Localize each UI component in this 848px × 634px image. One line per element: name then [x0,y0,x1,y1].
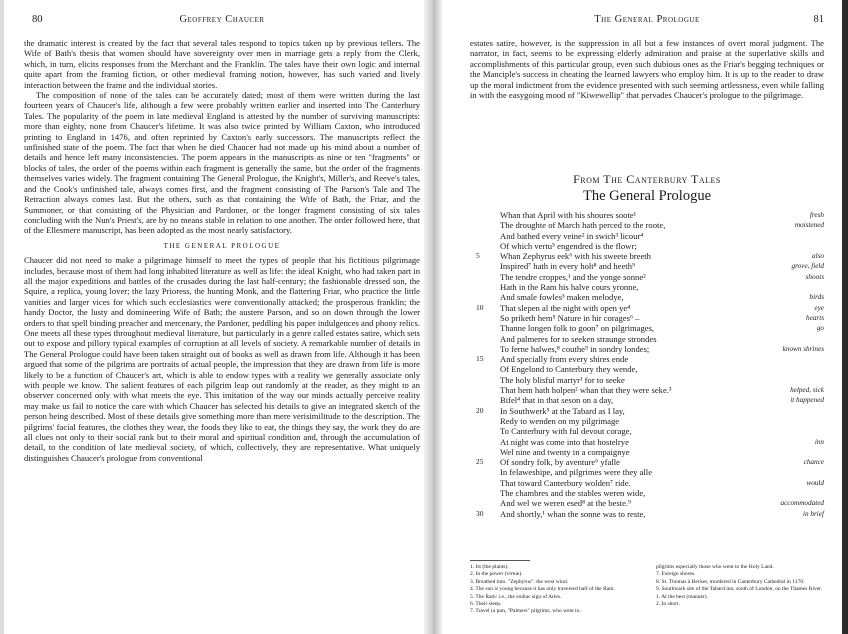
poem-line [470,272,824,282]
intro-paragraph: estates satire, however, is the suppression in all but a few instances of overt moral judgment. The narrator, in fact, seems to be expressing elderly admiration and praise at the superlative skills and accomplishments of this particular group, even such dubious ones as the Friar's begging techniques or the Manciple's success in cheating the learned lawyers who employ him. It is up to the reader to draw up the moral indictment from the evidence presented with such seeming artlessness, even while falling in with the easygoing mood of "Kiwewellip" that pervades Chaucer's prologue to the pilgrimage. [470,38,824,101]
verse-text: Hath in the Ram his halve cours yronne, [500,282,639,293]
poem-line [470,282,824,292]
paragraph: The composition of none of the tales can be accurately dated; most of them were written during the last fourteen years of Chaucer's life, although a few were probably written earlier and inserted into The Canterbury Tales. The popularity of the poem in late medieval England is attested by the number of surviving manuscripts: more than eighty, none from Chaucer's lifetime. It was also twice printed by William Caxton, who introduced printing to England in 1476, and often reprinted by Caxton's early successors. The manuscripts reflect the unfinished state of the poem. The fact that when he died Chaucer had not made up his mind about a number of details and hence left many inconsistencies. The poem appears in the manuscripts as nine or ten "fragments" or blocks of tales, the order of the poems within each fragment is generally the same, but the order of the fragments themselves varies widely. The fragment containing The General Prologue, the Knight's, Miller's, and Reeve's tales, and the Cook's unfinished tale, always comes first, and the fragment consisting of The Parson's Tale and The Retraction always comes last. But the others, such as that containing the Wife of Bath, the Friar, and the Summoner, or that consisting of the Physician and Pardoner, or the longer fragment consisting of six tales concluding with the Nun's Priest's, are by no means stable in relation to one another. The order followed here, that of the Ellesmere manuscript, has been adopted as the most nearly satisfactory. [24,90,420,236]
right-running-title: The General Prologue [594,14,700,25]
verse-text: The chambres and the stables weren wide, [500,488,646,499]
gloss: go [816,324,824,333]
poem-line [470,385,824,395]
paragraph: the dramatic interest is created by the fact that several tales respond to topics taken up by previous tellers. The Wife of Bath's thesis that women should have sovereignty over men in marriage gets a reply from the Clerk, which, in turn, elicits responses from the Merchant and the Franklin. The tales have their own logic and internal quite apart from the framing fiction, or other medieval framing notion, however, has such varied and lively interaction between the frame and the individual stories. [24,38,420,90]
gloss: inn [814,437,824,446]
verse-text: The tendre croppes,¹ and the yonge sonne² [500,271,646,282]
footnote: 7. Foreign shores. [656,571,696,578]
book-gutter [424,0,442,634]
verse-text: In felaweshipe, and pilgrimes were they alle [500,467,653,478]
footnote-rule [470,560,530,561]
poem-line [470,447,824,457]
footnote: 4. The sun is young because it has only traversed half of the Ram. [470,586,615,593]
footnote: 7. Travel (a pun, "Palmers" pilgrims, who went to. [470,608,581,615]
poem-line [470,313,824,323]
footnote: 2. In short. [656,601,680,608]
gloss: eye [814,303,824,312]
verse-text: Of sondry folk, by aventure⁶ yfalle [500,457,620,468]
poem-line [470,509,824,519]
left-page-number: 80 [32,14,43,25]
verse-text: And palmeres for to seeken straunge strondes [500,333,657,344]
footnote: 3. Breathed into. "Zephyrus": the west wind. [470,578,569,585]
footnote: 9. Southwark site of the Tabard inn, south of London, on the Thames River. [656,586,823,593]
poem-line [470,395,824,405]
gloss: hearts [806,313,824,322]
poem-line [470,220,824,230]
poem-line [470,478,824,488]
line-number: 10 [476,302,484,312]
verse-text: To Canterbury with ful devout corage, [500,426,632,437]
poem-line [470,457,824,467]
section-heading: THE GENERAL PROLOGUE [163,241,281,250]
page-edge-right [842,0,848,634]
work-source-heading: From The Canterbury Tales [573,172,721,186]
footnote: 6. Their sleep. [470,601,502,608]
left-body-text [24,38,420,463]
footnote: 8. St. Thomas à Becket, murdered in Canterbury Cathedral in 1170. [656,578,805,585]
poem-line [470,210,824,220]
verse-text: Wel nine and twenty in a compaignye [500,446,630,457]
line-number: 30 [476,508,484,518]
poem-verse-block [470,210,824,519]
poem-line [470,488,824,498]
verse-text: Redy to wenden on my pilgrimage [500,415,620,426]
verse-text: To ferne halwes,⁸ couthe⁹ in sondry londes; [500,343,650,354]
poem-line [470,498,824,508]
left-running-head [24,14,420,28]
poem-line [470,231,824,241]
line-number: 20 [476,405,484,415]
gloss: fresh [809,211,824,219]
verse-text: In Southwerk⁵ at the Tabard as I lay, [500,405,625,416]
poem-line [470,303,824,313]
line-number: 25 [476,457,484,467]
verse-text: Bifel⁴ that in that seson on a day, [500,395,614,406]
poem-line [470,426,824,436]
left-page [24,0,420,634]
gloss: chance [803,458,824,467]
gloss: would [806,478,824,487]
right-running-head [470,14,824,28]
verse-text: Of Engelond to Canterbury they wende, [500,364,638,375]
poem-line [470,261,824,271]
poem-line [470,241,824,251]
gloss: moistened [794,221,824,230]
page-edge-left [0,0,4,634]
gloss: it happened [790,396,824,405]
verse-text: And bathed every veine² in swich³ licour⁴ [500,230,644,241]
footnote: 2. In the power (virtue). [470,571,523,578]
verse-text: Whan Zephyrus eek⁶ with his sweete breeth [500,251,651,262]
verse-text: Thanne longen folk to goon⁷ on pilgrimages, [500,323,655,334]
verse-text: Whan that April with his shoures soote¹ [500,210,637,220]
verse-text: The droughte of March hath perced to the roote, [500,220,666,231]
line-number: 15 [476,354,484,364]
footnotes-column-2 [656,564,826,608]
gloss: shoots [805,272,824,281]
gloss: grove, field [791,262,824,271]
verse-text: At night was come into that hostelrye [500,436,629,447]
poem-line [470,354,824,364]
gloss: known shrines [782,344,824,353]
verse-text: And shortly,¹ whan the sonne was to reste, [500,508,646,519]
poem-line [470,344,824,354]
poem-line [470,364,824,374]
gloss: birds [809,293,824,302]
footnotes [470,564,824,632]
poem-line [470,334,824,344]
verse-text: Of which vertu⁵ engendred is the flowr; [500,240,637,251]
poem-line [470,416,824,426]
footnote: 5. The Ram: i.e., the zodiac sign of Aries. [470,593,562,600]
poem-line [470,437,824,447]
poem-line [470,323,824,333]
line-number: 5 [476,251,480,261]
verse-text: That toward Canterbury wolden⁷ ride. [500,477,631,488]
gloss: in brief [803,509,824,518]
verse-text: And wel we weren esed⁸ at the beste.⁹ [500,498,632,509]
footnotes-column-1 [470,564,640,616]
footnote: 1. At the best (manner). [656,593,708,600]
footnote: pilgrims especially those who went to the Holy Land. [656,564,774,570]
verse-text: Inspired⁷ hath in every holt⁸ and heeth⁹ [500,261,635,272]
verse-text: And specially from every shires ende [500,354,629,365]
left-running-title: Geoffrey Chaucer [179,14,265,25]
right-page-number: 81 [813,14,824,25]
poem-line [470,292,824,302]
poem-line [470,375,824,385]
paragraph: Chaucer did not need to make a pilgrimage himself to meet the types of people that his fictitious pilgrimage includes, because most of them had long inhabited literature as well as life: the ideal Knight, who had taken part in all the major expeditions and battles of the crusades during the last half-century; the fashionable dressed son, the Squire, a replica, young lover; the lazy Prioress, the hunting Monk, and the flattering Friar, who practice the little vanities and larger vices for which such ecclesiastics were conventionally attacked; the prosperous franklin; the handy Doctor, the lusty and domineering Wife of Bath; the austere Parson, and so on down through the lower orders to that spell binding preacher and mercenary, the Pardoner, peddling his paper indulgences and phony relics. One meets all these types throughout medieval literature, but particularly in a genre called estates satire, which sets out to expose and pillory typical examples of corruption at all levels of society. A remarkable number of details in The General Prologue could have been taken straight out of books as well as drawn from life. Although it has been argued that some of the pilgrims are portraits of actual people, the impression that they are drawn from life is more likely to be a function of Chaucer's art, which is able to endow types with a reality we generally associate only with people we know. The salient features of each pilgrim leap out randomly at the reader, as they might to an observer concerned only with what meets the eye. This imitation of the way our minds actually perceive reality may make us fail to notice the care with which Chaucer has selected his details to give an integrated sketch of the person being described. Most of these details give something more than mere verisimilitude to the description. The pilgrims' facial features, the clothes they wear, the foods they like to eat, the things they say, the work they do are all clues not only to their social rank but to their moral and spiritual condition and, through the accumulation of detail, to the condition of late medieval society, of which, collectively, they are representative. What uniquely distinguishes Chaucer's prologue from conventional [24,255,420,463]
verse-text: The holy blisful martyr¹ for to seeke [500,374,625,385]
poem-line [470,251,824,261]
poem-line [470,406,824,416]
gloss: helped, sick [790,386,824,395]
gloss: accommodated [780,499,824,508]
verse-text: That hem hath holpen² whan that they were seke.³ [500,385,672,396]
verse-text: And smale fowles³ maken melodye, [500,292,624,303]
verse-text: So priketh hem⁵ Nature in hir corages⁶ – [500,312,640,323]
poem-line [470,467,824,477]
poem-title: The General Prologue [582,188,712,204]
gloss: also [812,252,824,261]
footnote: 1. Its (the plants). [470,564,509,570]
right-page [470,0,824,634]
verse-text: That slepen al the night with open ye⁴ [500,302,631,313]
